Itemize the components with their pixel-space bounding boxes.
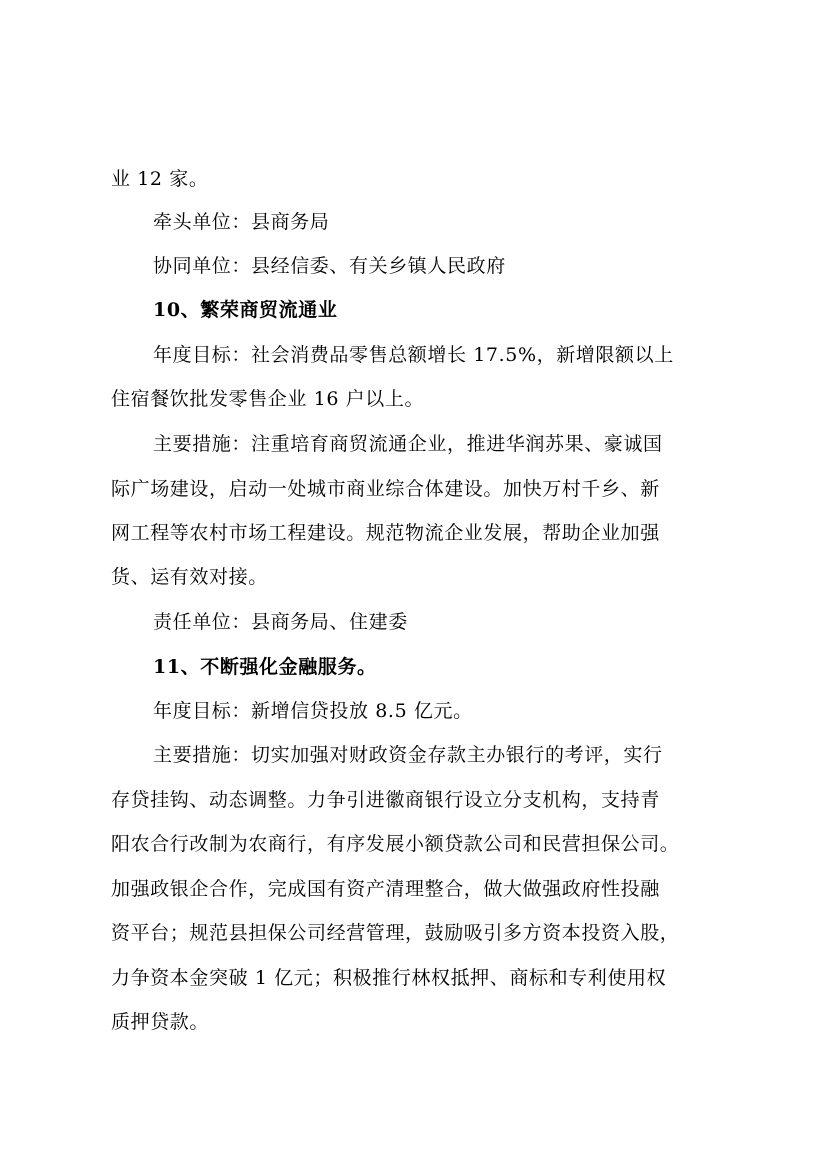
main-measures-line-11: 质押贷款。: [111, 1011, 210, 1033]
main-measures-line-7: 阳农合行改制为农商行，有序发展小额贷款公司和民营担保公司。: [111, 833, 680, 855]
main-measures-line-10: 力争资本金突破 1 亿元；积极推行林权抵押、商标和专利使用权: [111, 967, 667, 989]
main-measures-line-2: 际广场建设，启动一处城市商业综合体建设。加快万村千乡、新: [111, 478, 660, 500]
lead-unit-line: 牵头单位：县商务局: [153, 211, 330, 233]
section-heading-10: 10、繁荣商贸流通业: [153, 299, 338, 321]
main-measures-line-6: 存贷挂钩、动态调整。力争引进徽商银行设立分支机构，支持青: [111, 789, 660, 811]
annual-target-line-2: 住宿餐饮批发零售企业 16 户以上。: [111, 388, 425, 410]
cooperating-unit-line: 协同单位：县经信委、有关乡镇人民政府: [153, 255, 506, 277]
responsible-unit-line: 责任单位：县商务局、住建委: [153, 611, 408, 633]
text-line-1: 业 12 家。: [111, 168, 209, 190]
main-measures-line-5: 主要措施：切实加强对财政资金存款主办银行的考评，实行: [153, 744, 663, 766]
main-measures-line-3: 网工程等农村市场工程建设。规范物流企业发展，帮助企业加强: [111, 522, 660, 544]
main-measures-line-9: 资平台；规范县担保公司经营管理，鼓励吸引多方资本投资入股，: [111, 922, 680, 944]
annual-target-line-1: 年度目标：社会消费品零售总额增长 17.5%，新增限额以上: [153, 344, 674, 366]
main-measures-line-4: 货、运有效对接。: [111, 566, 268, 588]
section-heading-11: 11、不断强化金融服务。: [153, 656, 377, 678]
annual-target-line-3: 年度目标：新增信贷投放 8.5 亿元。: [153, 700, 473, 722]
main-measures-line-1: 主要措施：注重培育商贸流通企业，推进华润苏果、豪诚国: [153, 433, 663, 455]
main-measures-line-8: 加强政银企合作，完成国有资产清理整合，做大做强政府性投融: [111, 878, 660, 900]
